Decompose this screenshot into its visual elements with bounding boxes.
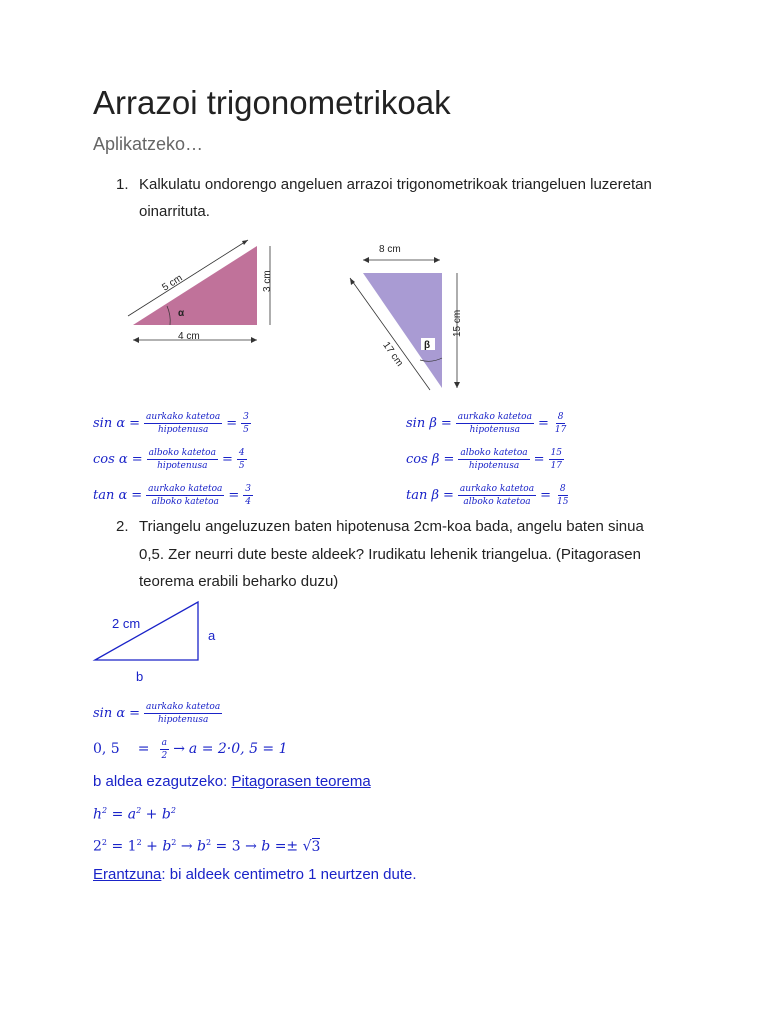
equation-cos-beta: cos β = $\frac{\text{alboko katetoa}}{\text{hipotenusa}}$ = $\frac{15}{17}$ [406,447,563,471]
exercise-2-number: 2. [116,518,129,535]
triangle-alpha-hyp-label: 5 cm [160,272,185,294]
exercise-1-line-2: oinarrituta. [139,203,210,220]
triangle-blue-figure [90,598,230,688]
triangle-beta-hyp-label: 17 cm [380,340,405,369]
triangle-beta-top-label: 8 cm [379,244,401,255]
exercise-1-number: 1. [116,176,129,193]
equation-cos-alpha: cos α = $\frac{\text{alboko katetoa}}{\text{hipotenusa}}$ = $\frac{4}{5}$ [93,447,245,471]
page-subtitle: Aplikatzeko… [93,134,204,154]
equation-pythagoras: $h^2 = a^2 + b^2$ [93,806,176,823]
beta-equations [406,410,570,508]
equation-solve-a: 0, 5 = $\frac{a}{2}$ → a = 2·0, 5 = 1 [93,737,288,761]
page-title: Arrazoi trigonometrikoak [93,84,451,121]
triangle-beta-angle-label: β [424,340,431,351]
exercise-1-line-1: Kalkulatu ondorengo angeluen arrazoi trigonometrikoak triangeluen luzeretan [139,176,652,193]
answer-line: Erantzuna: bi aldeek centimetro 1 neurtzen dute. [93,866,417,883]
equation-tan-beta: tan β = $\frac{\text{aurkako katetoa}}{\text{alboko katetoa}}$ = $\frac{8}{15}$ [406,483,569,507]
equation-solve-b: $2^2 = 1^2 + b^2 \to b^2 = 3 \to b =\pm √3$ [93,838,321,855]
equation-tan-alpha: tan α = $\frac{\text{aurkako katetoa}}{\text{alboko katetoa}}$ = $\frac{3}{4}$ [93,483,251,507]
alpha-equations [93,410,253,508]
triangle-alpha-shape [133,246,257,325]
equation-sin-definition: sin α = $\frac{\text{aurkako katetoa}}{\text{hipotenusa}}$ [93,701,221,725]
triangle-beta-figure [345,240,475,395]
triangle-alpha-base-label: 4 cm [178,331,200,342]
exercise-2-line-1: Triangelu angeluzuzen baten hipotenusa 2cm-koa bada, angelu baten sinua [139,518,644,535]
triangle-alpha-vert-label: 3 cm [262,270,273,292]
equation-sin-alpha: sin α = $\frac{\text{aurkako katetoa}}{\text{hipotenusa}}$ = $\frac{3}{5}$ [93,411,249,435]
equation-sin-beta: sin β = $\frac{\text{aurkako katetoa}}{\text{hipotenusa}}$ = $\frac{8}{17}$ [406,411,567,435]
b-side-intro: b aldea ezagutzeko: Pitagorasen teorema [93,773,371,790]
answer-label[interactable]: Erantzuna [93,866,162,883]
triangle-blue-side-a-label: a [208,628,216,643]
triangle-blue-side-b-label: b [136,669,144,684]
pythagoras-link[interactable]: Pitagorasen teorema [231,773,371,790]
triangle-beta-vert-label: 15 cm [452,309,463,337]
triangle-beta-shape [363,273,442,388]
triangle-blue-shape [95,602,198,660]
exercise-2-line-3: teorema erabili beharko duzu) [139,573,339,590]
triangle-alpha-angle-label: α [178,308,185,319]
triangle-alpha-figure [120,236,290,348]
triangle-blue-hyp-label: 2 cm [112,616,141,631]
exercise-2-line-2: 0,5. Zer neurri dute beste aldeek? Irudikatu lehenik triangelua. (Pitagorasen [139,546,641,563]
